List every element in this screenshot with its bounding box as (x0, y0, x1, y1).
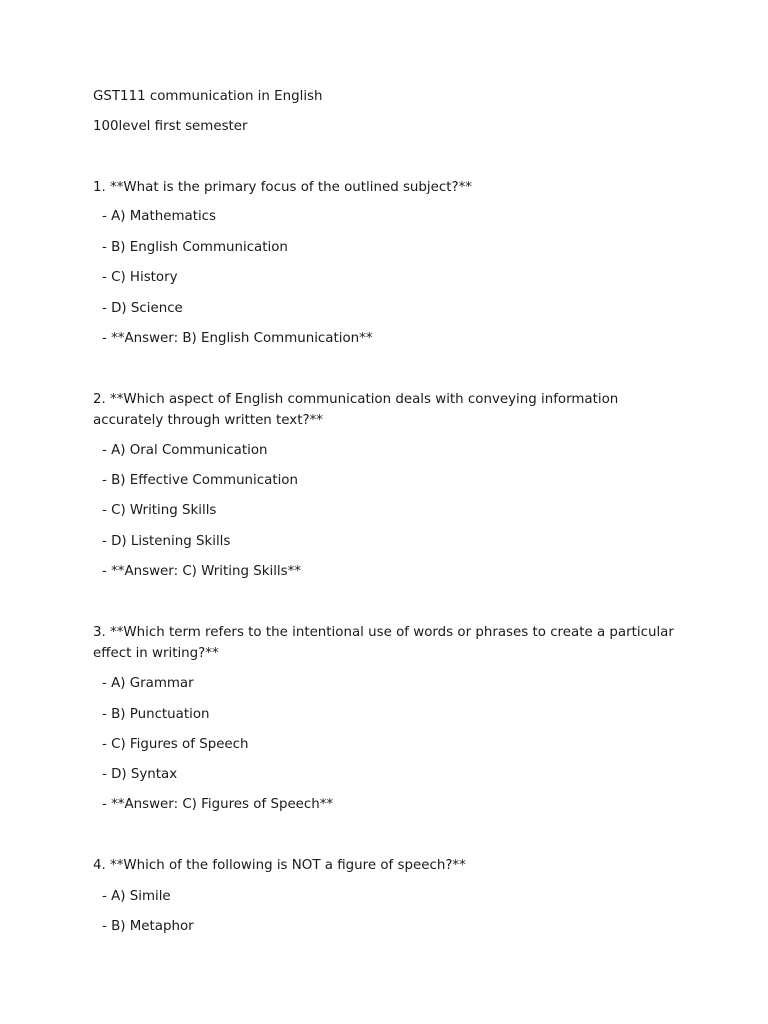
question-3-line-2: effect in writing?** (93, 646, 219, 661)
question-1-option-a: - A) Mathematics (102, 209, 217, 224)
question-3-option-d: - D) Syntax (102, 767, 178, 782)
question-2-option-c: - C) Writing Skills (102, 503, 217, 518)
question-3-option-a: - A) Grammar (102, 676, 194, 691)
question-2-line-1: 2. **Which aspect of English communication deals with conveying information (93, 392, 619, 407)
question-3-line-1: 3. **Which term refers to the intentional use of words or phrases to create a particular (93, 625, 674, 640)
question-2-option-b: - B) Effective Communication (102, 473, 298, 488)
course-level: 100level first semester (93, 119, 248, 134)
question-2-option-d: - D) Listening Skills (102, 534, 231, 549)
question-2-answer: - **Answer: C) Writing Skills** (102, 564, 302, 579)
question-4-option-a: - A) Simile (102, 889, 171, 904)
question-2-line-2: accurately through written text?** (93, 413, 323, 428)
question-3-option-c: - C) Figures of Speech (102, 737, 249, 752)
question-4: 4. **Which of the following is NOT a figure of speech?** (93, 858, 466, 873)
question-2-option-a: - A) Oral Communication (102, 443, 268, 458)
question-3-option-b: - B) Punctuation (102, 707, 210, 722)
question-1-answer: - **Answer: B) English Communication** (102, 331, 373, 346)
question-1-option-c: - C) History (102, 270, 178, 285)
question-1: 1. **What is the primary focus of the outlined subject?** (93, 180, 472, 195)
course-title: GST111 communication in English (93, 89, 323, 104)
question-4-option-b: - B) Metaphor (102, 919, 194, 934)
question-1-option-d: - D) Science (102, 301, 183, 316)
question-3-answer: - **Answer: C) Figures of Speech** (102, 797, 334, 812)
question-1-option-b: - B) English Communication (102, 240, 288, 255)
